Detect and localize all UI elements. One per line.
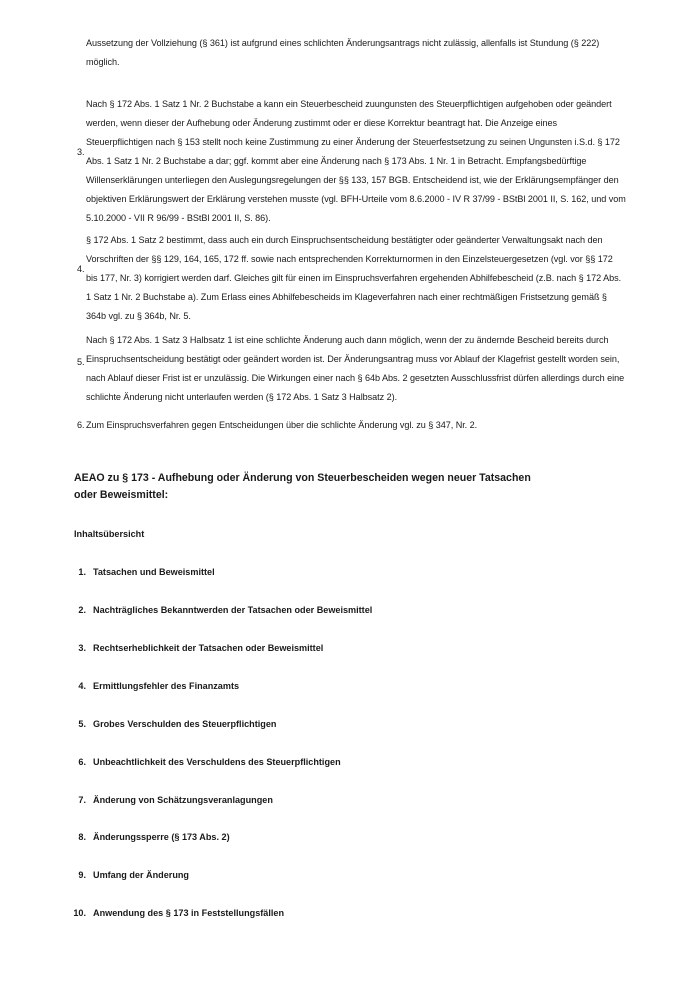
toc-item[interactable] xyxy=(0,830,700,844)
intro-paragraph: Aussetzung der Vollziehung (§ 361) ist aufgrund eines schlichten Änderungsantrags nicht zulässig, allenfalls ist Stundung (§ 222) möglich. xyxy=(86,38,600,67)
toc-item-label: Tatsachen und Beweismittel xyxy=(93,567,215,577)
toc-item-label: Grobes Verschulden des Steuerpflichtigen xyxy=(93,719,277,729)
toc-item-label: Nachträgliches Bekanntwerden der Tatsachen oder Beweismittel xyxy=(93,605,373,615)
toc-item-label: Rechtserheblichkeit der Tatsachen oder Beweismittel xyxy=(93,643,324,653)
toc-item[interactable] xyxy=(0,565,700,579)
paragraph-text: § 172 Abs. 1 Satz 2 bestimmt, dass auch ein durch Einspruchsentscheidung bestätigter oder geänderter Verwaltungsakt nach den Vorschriften der §§ 129, 164, 165, 172 ff. sowie nach entsprechenden Korrekturnormen in den Einzelsteuergesetzen (vgl. vor §§ 172 bis 177, Nr. 3) korrigiert werden darf. Gleiches gilt für einen im Einspruchsverfahren ergehenden Abhilfebescheid (z.B. nach § 172 Abs. 1 Satz 1 Nr. 2 Buchstabe a). Zum Erlass eines Abhilfebescheids im Klageverfahren nach einer rechtmäßigen Fristsetzung gemäß § 364b vgl. zu § 364b, Nr. 5. xyxy=(86,235,622,321)
toc-title: Inhaltsübersicht xyxy=(74,529,145,539)
toc-item[interactable] xyxy=(0,641,700,655)
toc-item-label: Umfang der Änderung xyxy=(93,870,189,880)
paragraph-number: 3. xyxy=(77,147,85,157)
toc-item[interactable] xyxy=(0,793,700,807)
toc-item-number: 2. xyxy=(78,605,86,615)
toc-item-label: Änderung von Schätzungsveranlagungen xyxy=(93,795,273,805)
paragraph-number: 4. xyxy=(77,264,85,274)
paragraph-text: Zum Einspruchsverfahren gegen Entscheidungen über die schlichte Änderung vgl. zu § 347, Nr. 2. xyxy=(86,420,478,430)
toc-item-label: Anwendung des § 173 in Feststellungsfällen xyxy=(93,908,285,918)
paragraph-number: 5. xyxy=(77,357,85,367)
toc-item-label: Änderungssperre (§ 173 Abs. 2) xyxy=(93,832,230,842)
toc-item-number: 10. xyxy=(73,908,86,918)
toc-item-label: Ermittlungsfehler des Finanzamts xyxy=(93,681,240,691)
toc-item[interactable] xyxy=(0,755,700,769)
section-heading: AEAO zu § 173 - Aufhebung oder Änderung von Steuerbescheiden wegen neuer Tatsachen oder Beweismittel: xyxy=(74,472,531,501)
toc-item[interactable] xyxy=(0,906,700,920)
toc-item-number: 3. xyxy=(78,643,86,653)
toc-item[interactable] xyxy=(0,679,700,693)
toc-item-number: 4. xyxy=(78,681,86,691)
toc-item-number: 8. xyxy=(78,832,86,842)
paragraph-text: Nach § 172 Abs. 1 Satz 3 Halbsatz 1 ist eine schlichte Änderung auch dann möglich, wenn der zu ändernde Bescheid bereits durch Einspruchsentscheidung bestätigt oder geändert worden ist. Der Änderungsantrag muss vor Ablauf der Klagefrist gestellt worden sein, nach Ablauf dieser Frist ist er unzulässig. Die Wirkungen einer nach § 64b Abs. 2 gesetzten Ausschlussfrist dürfen allerdings durch eine schlichte Änderung nicht unterlaufen werden (§ 172 Abs. 1 Satz 3 Halbsatz 2). xyxy=(86,335,625,402)
toc-item-number: 6. xyxy=(78,757,86,767)
toc-item[interactable] xyxy=(0,868,700,882)
toc-item-number: 5. xyxy=(78,719,86,729)
toc-item[interactable] xyxy=(0,603,700,617)
toc-item-label: Unbeachtlichkeit des Verschuldens des Steuerpflichtigen xyxy=(93,757,341,767)
paragraph-text: Nach § 172 Abs. 1 Satz 1 Nr. 2 Buchstabe a kann ein Steuerbescheid zuungunsten des Steuerpflichtigen aufgehoben oder geändert werden, wenn dieser der Aufhebung oder Änderung zustimmt oder er diese Korrektur beantragt hat. Die Anzeige eines Steuerpflichtigen nach § 153 stellt noch keine Zustimmung zu einer Änderung der Steuerfestsetzung zu seinen Ungunsten i.S.d. § 172 Abs. 1 Satz 1 Nr. 2 Buchstabe a dar; ggf. kommt aber eine Änderung nach § 173 Abs. 1 Nr. 1 in Betracht. Empfangsbedürftige Willenserklärungen unterliegen den Auslegungsregelungen der §§ 133, 157 BGB. Entscheidend ist, wie der Erklärungsempfänger den objektiven Erklärungswert der Erklärung verstehen musste (vgl. BFH-Urteile vom 8.6.2000 - IV R 37/99 - BStBl 2001 II, S. 162, und vom 5.10.2000 - VII R 96/99 - BStBl 2001 II, S. 86). xyxy=(86,99,626,223)
toc-item-number: 9. xyxy=(78,870,86,880)
paragraph-number: 6. xyxy=(77,420,85,430)
toc-item-number: 1. xyxy=(78,567,86,577)
toc-item-number: 7. xyxy=(78,795,86,805)
toc-item[interactable] xyxy=(0,717,700,731)
